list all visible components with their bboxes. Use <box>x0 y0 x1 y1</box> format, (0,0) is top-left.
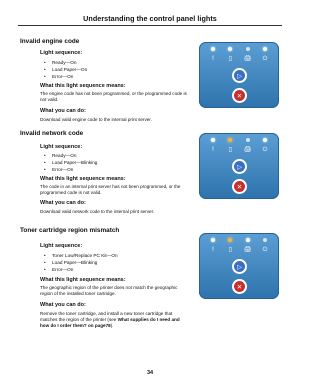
panel-icons <box>208 245 270 254</box>
toner-icon: 🖨 <box>243 55 252 62</box>
panel-icons <box>208 145 270 154</box>
toner-light <box>246 47 250 51</box>
error-icon: ! <box>211 246 215 253</box>
section-title: Invalid network code <box>20 130 84 137</box>
stop-button[interactable] <box>232 279 247 294</box>
light-sequence-heading: Light sequence: <box>40 144 83 150</box>
section-title: Invalid engine code <box>20 38 80 45</box>
action-text <box>40 311 190 330</box>
toner-icon: 🖨 <box>243 246 252 253</box>
stop-button[interactable] <box>232 179 247 194</box>
action-text-body: Download valid network code to the internal print server. <box>40 209 155 214</box>
page-header: Understanding the control panel lights <box>83 14 217 23</box>
toner-light <box>246 238 250 242</box>
toner-light <box>246 138 250 142</box>
panel-lights <box>208 237 270 243</box>
go-button[interactable] <box>232 68 247 83</box>
list-item: • Ready—On <box>44 152 97 159</box>
panel-icons <box>208 54 270 63</box>
meaning-text: The engine code has not been programmed, or the programmed code is not valid. <box>40 91 187 103</box>
list-item: • Ready—On <box>44 59 87 66</box>
panel-lights <box>208 46 270 52</box>
action-heading: What you can do: <box>40 108 86 114</box>
light-sequence-list <box>44 59 87 80</box>
play-icon: ▷ <box>234 70 245 81</box>
toner-icon: 🖨 <box>243 146 252 153</box>
light-sequence-list <box>44 252 118 273</box>
list-item: • Error—On <box>44 73 87 80</box>
page-number: 34 <box>146 370 154 376</box>
meaning-text: The geographic region of the printer does not match the geographic region of the installed toner cartridge. <box>40 285 178 297</box>
section-title: Toner cartridge region mismatch <box>20 227 120 234</box>
ready-icon: ⏻ <box>262 55 268 62</box>
action-text-body: Download valid engine code to the internal print server. <box>40 117 152 122</box>
error-icon: ! <box>211 55 215 62</box>
go-button[interactable] <box>232 159 247 174</box>
paper-icon: ▯ <box>228 55 232 62</box>
stop-button[interactable] <box>232 88 247 103</box>
header-divider <box>18 25 282 26</box>
stop-icon: ✕ <box>234 90 245 101</box>
action-text-tail: ). <box>110 323 114 329</box>
control-panel <box>199 42 279 108</box>
list-item: • Load Paper—On <box>44 66 87 73</box>
paper-light <box>228 47 232 51</box>
ready-icon: ⏻ <box>262 246 268 253</box>
play-icon: ▷ <box>234 261 245 272</box>
control-panel <box>199 233 279 299</box>
ready-light <box>263 138 267 142</box>
ready-icon: ⏻ <box>262 146 268 153</box>
list-item: • Load Paper—Blinking <box>44 159 97 166</box>
action-heading: What you can do: <box>40 200 86 206</box>
list-item: • Toner Low/Replace PC Kit—On <box>44 252 118 259</box>
list-item: • Error—On <box>44 166 97 173</box>
go-button[interactable] <box>232 259 247 274</box>
light-sequence-heading: Light sequence: <box>40 243 83 249</box>
error-icon: ! <box>211 146 215 153</box>
meaning-text: The code in an internal print server has not been programmed, or the programmed code is not valid. <box>40 184 181 196</box>
stop-icon: ✕ <box>234 181 245 192</box>
control-panel <box>199 133 279 199</box>
ready-light <box>263 47 267 51</box>
light-sequence-list <box>44 152 97 173</box>
list-item: • Error—On <box>44 266 118 273</box>
paper-light <box>228 238 232 242</box>
paper-icon: ▯ <box>228 146 232 153</box>
panel-lights <box>208 137 270 143</box>
meaning-heading: What this light sequence means: <box>40 176 126 182</box>
error-light <box>211 138 215 142</box>
ready-light <box>263 238 267 242</box>
cross-reference-link[interactable]: What supplies do I need and how do I order them? on page78 <box>40 317 180 329</box>
paper-icon: ▯ <box>228 246 232 253</box>
meaning-heading: What this light sequence means: <box>40 83 126 89</box>
paper-light <box>228 138 232 142</box>
action-text-body: Remove the toner cartridge, and install a new toner cartridge that matches the region of the printer (see <box>40 311 173 323</box>
action-text <box>40 209 190 215</box>
meaning-heading: What this light sequence means: <box>40 277 126 283</box>
action-text <box>40 117 190 123</box>
action-heading: What you can do: <box>40 302 86 308</box>
list-item: • Load Paper—Blinking <box>44 259 118 266</box>
play-icon: ▷ <box>234 161 245 172</box>
stop-icon: ✕ <box>234 281 245 292</box>
light-sequence-heading: Light sequence: <box>40 50 83 56</box>
error-light <box>211 47 215 51</box>
error-light <box>211 238 215 242</box>
